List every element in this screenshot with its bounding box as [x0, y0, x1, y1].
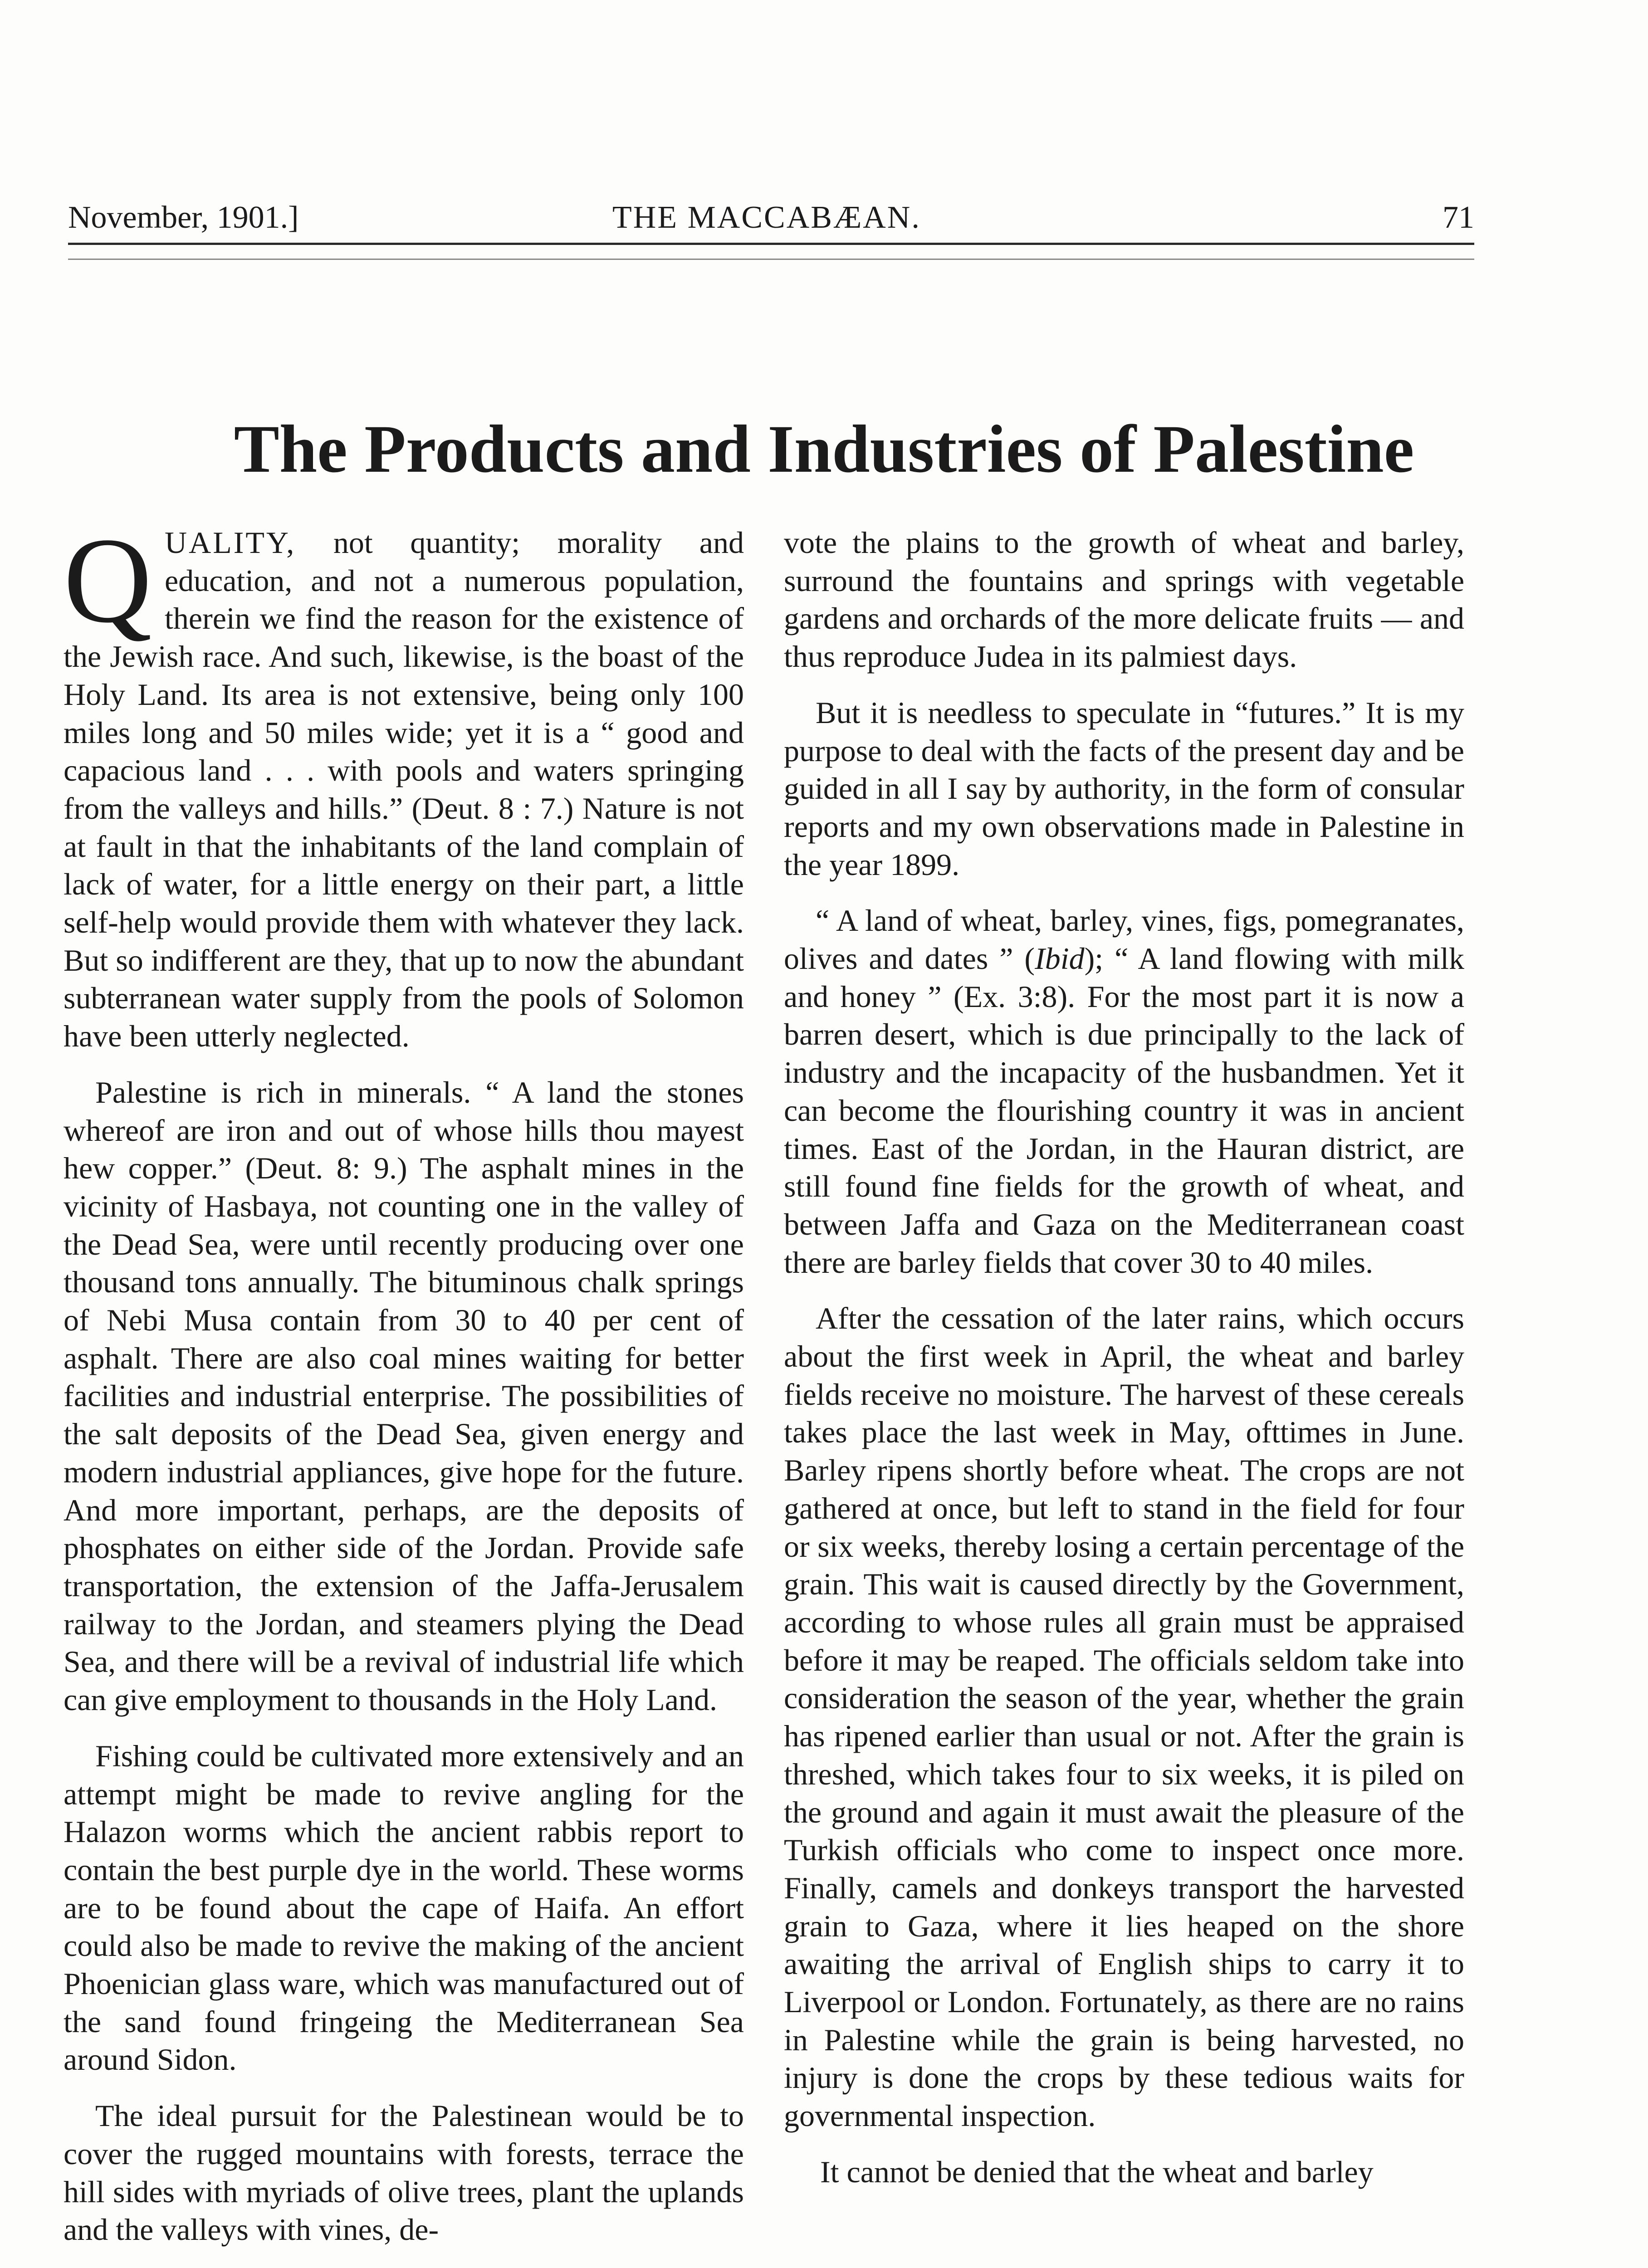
article-title: The Products and Industries of Palestine [234, 411, 1414, 487]
paragraph: It cannot be denied that the wheat and barley [820, 2154, 1374, 2189]
page-number: 71 [1443, 200, 1474, 235]
paragraph: Palestine is rich in minerals. “ A land the stones whereof are iron and out of whose hills thou mayest hew copper.” (Deut. 8: 9.) The asphalt mines in the vicinity of Hasbaya, not counting one in the valley of the Dead Sea, were until recently producing over one thousand tons annually. The bituminous chalk springs of Nebi Musa contain from 30 to 40 per cent of asphalt. There are also coal mines waiting for better facilities and industrial enterprise. The possibilities of the salt deposits of the Dead Sea, given energy and modern industrial appliances, give hope for the future. And more important, perhaps, are the deposits of phosphates on either side of the Jordan. Provide safe transportation, the extension of the Jaffa-Jerusalem railway to the Jordan, and steamers plying the Dead Sea, and there will be a revival of industrial life which can give employment to thousands in the Holy Land. [64, 1075, 744, 1717]
running-header [68, 195, 1474, 240]
right-column [784, 524, 1464, 2191]
paragraph: After the cessation of the later rains, which occurs about the first week in April, the wheat and barley fields receive no moisture. The harvest of these cereals takes place the last week in May, ofttimes in June. Barley ripens shortly before wheat. The crops are not gathered at once, but left to stand in the field for four or six weeks, thereby losing a certain percentage of the grain. This wait is caused directly by the Government, according to whose rules all grain must be appraised before it may be reaped. The officials seldom take into consideration the season of the year, whether the grain has ripened earlier than usual or not. After the grain is threshed, which takes four to six weeks, it is piled on the ground and again it must await the pleasure of the Turkish officials who come to inspect once more. Finally, camels and donkeys transport the harvested grain to Gaza, where it lies heaped on the shore awaiting the arrival of English ships to carry it to Liverpool or London. Fortunately, as there are no rains in Palestine while the grain is being harvested, no injury is done the crops by these tedious waits for governmental inspection. [784, 1301, 1464, 2133]
header-rule [68, 243, 1474, 245]
header-journal-title: THE MACCABÆAN. [612, 200, 921, 235]
paragraph-text: not quantity; morality and education, and not a numerous population, therein we find the reason for the existence of the Jewish race. And such, likewise, is the boast of the Holy Land. Its area is not extensive, being only 100 miles long and 50 miles wide; yet it is a “ good and capacious land . . . with pools and waters springing from the valleys and hills.” (Deut. 8 : 7.) Nature is not at fault in that the inhabitants of the land complain of lack of water, for a little energy on their part, a little self-help would provide them with whatever they lack. But so indifferent are they, that up to now the abundant subterranean water supply from the pools of Solomon have been utterly neglected. [64, 525, 744, 1054]
paragraph-text: “ A land of wheat, barley, vines, figs, pomegranates, olives and dates ” ( [784, 903, 1464, 976]
left-column [64, 513, 744, 2267]
opening-small-caps: UALITY, [165, 525, 296, 560]
paragraph [784, 902, 1464, 1281]
paragraph: vote the plains to the growth of wheat and barley, surround the fountains and springs with vegetable gardens and orchards of the more delicate fruits — and thus reproduce Judea in its palmiest days. [784, 525, 1464, 674]
header-date: November, 1901.] [68, 200, 299, 235]
paragraph: But it is needless to speculate in “futures.” It is my purpose to deal with the facts of the present day and be guided in all I say by authority, in the form of consular reports and my own observations made in Palestine in the year 1899. [784, 695, 1464, 882]
drop-cap: Q [64, 513, 152, 648]
paragraph: Fishing could be cultivated more extensively and an attempt might be made to revive angling for the Halazon worms which the ancient rabbis report to contain the best purple dye in the world. These worms are to be found about the cape of Haifa. An effort could also be made to revive the making of the ancient Phoenician glass ware, which was manufactured out of the sand found fringeing the Mediterranean Sea around Sidon. [64, 1738, 744, 2077]
paragraph-text: ); “ A land flowing with milk and honey ” (Ex. 3:8). For the most part it is now a barren desert, which is due principally to the lack of industry and the incapacity of the husbandmen. Yet it can become the flourishing country it was in ancient times. East of the Jordan, in the Hauran district, are still found fine fields for the growth of wheat, and between Jaffa and Gaza on the Mediterranean coast there are barley fields that cover 30 to 40 miles. [784, 941, 1464, 1280]
paragraph [64, 513, 744, 1056]
header-rule-secondary [68, 259, 1474, 260]
ibid-reference: Ibid [1035, 941, 1085, 976]
paragraph: The ideal pursuit for the Palestinean would be to cover the rugged mountains with forests, terrace the hill sides with myriads of olive trees, plant the uplands and the valleys with vines, de- [64, 2098, 744, 2247]
